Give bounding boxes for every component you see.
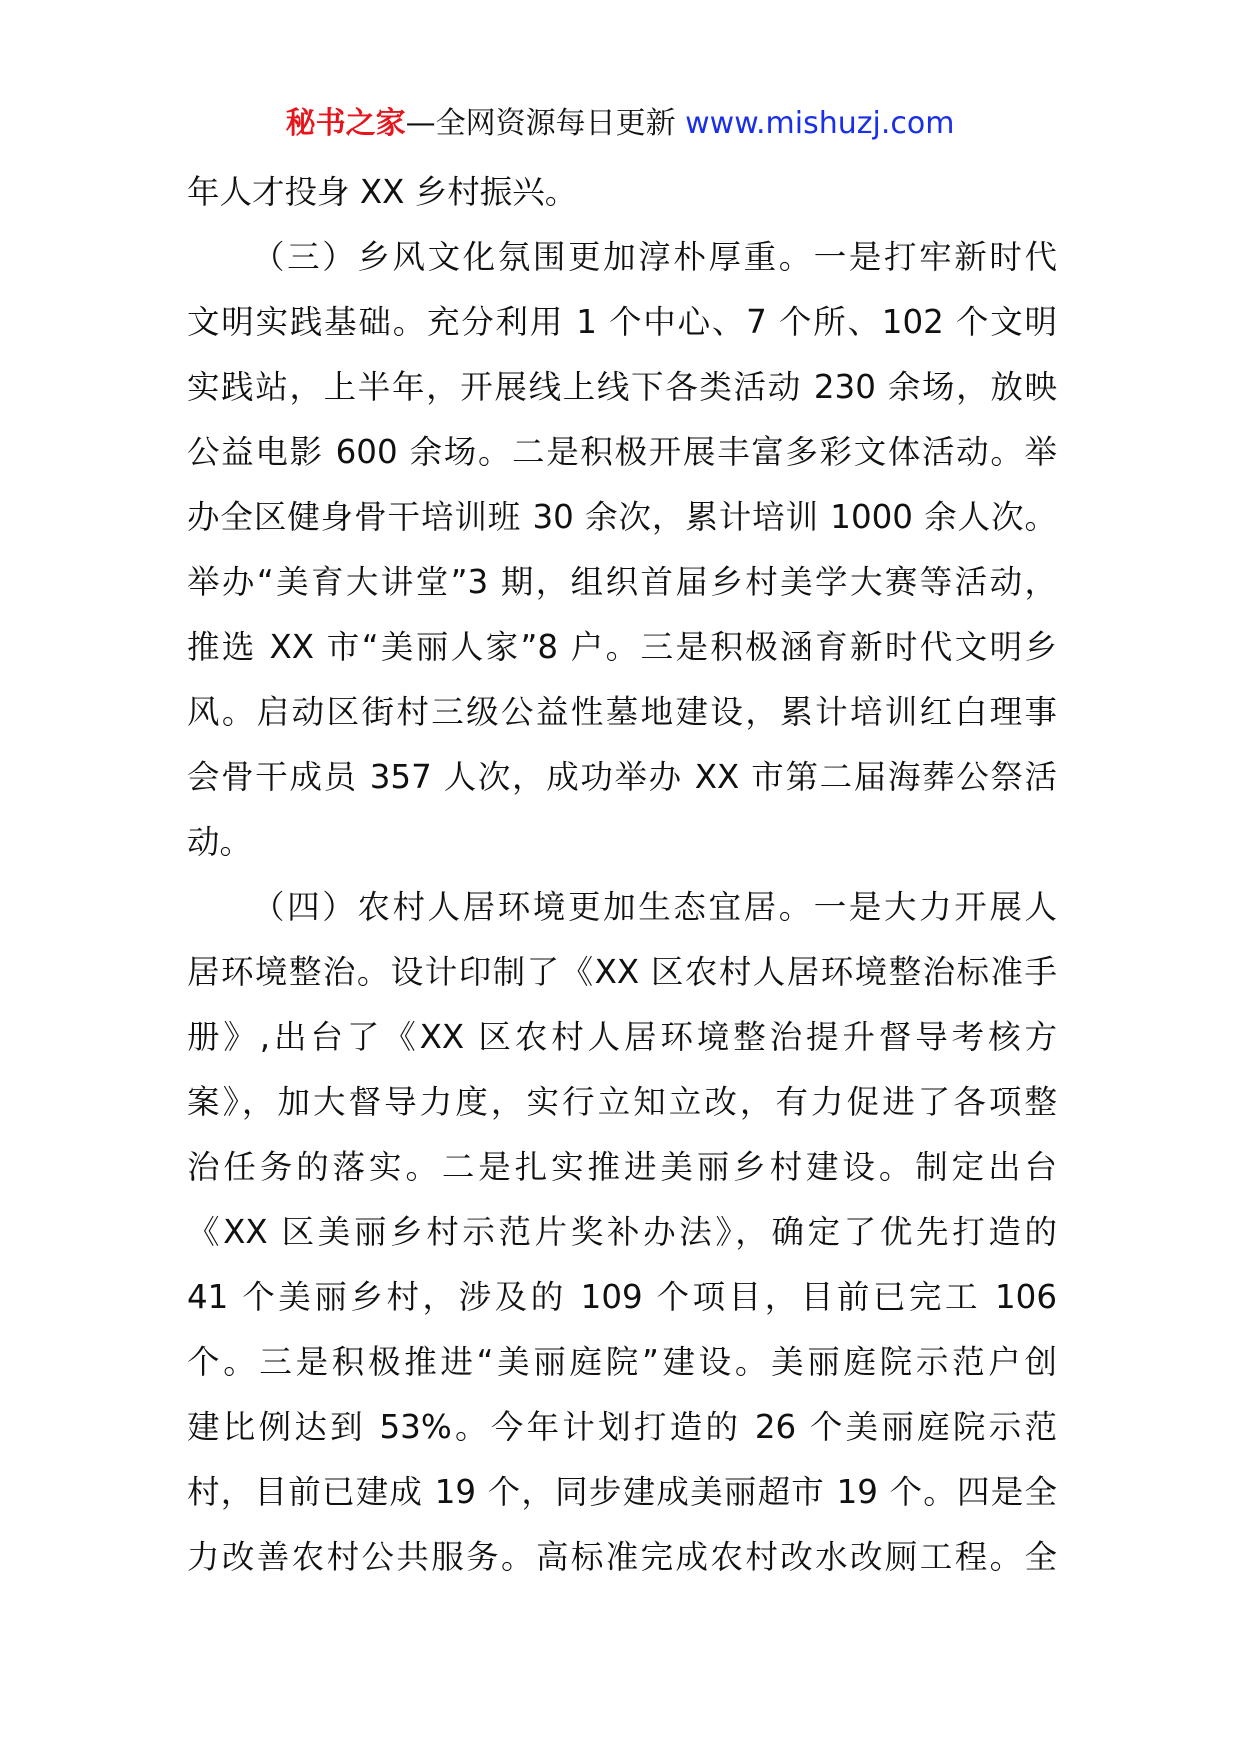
text-line: 建比例达到 53%。今年计划打造的 26 个美丽庭院示范 [187,1408,1057,1446]
page-header [0,104,1240,144]
text-line: 册》,出台了《XX 区农村人居环境整治提升督导考核方 [187,1018,1057,1056]
paragraph-heading-line: （三）乡风文化氛围更加淳朴厚重。一是打牢新时代 [252,238,1057,276]
text-line: 居环境整治。设计印制了《XX 区农村人居环境整治标准手 [187,953,1057,991]
text-line: 办全区健身骨干培训班 30 余次，累计培训 1000 余人次。 [187,498,1057,536]
text-line: 动。 [187,823,253,861]
text-line: 文明实践基础。充分利用 1 个中心、7 个所、102 个文明 [187,303,1057,341]
text-line: 个。三是积极推进“美丽庭院”建设。美丽庭院示范户创 [187,1343,1057,1381]
text-line: 风。启动区街村三级公益性墓地建设，累计培训红白理事 [187,693,1057,731]
document-body [187,160,1057,1590]
text-line: 举办“美育大讲堂”3 期，组织首届乡村美学大赛等活动， [187,563,1057,601]
text-line: 力改善农村公共服务。高标准完成农村改水改厕工程。全 [187,1538,1057,1576]
text-line: 公益电影 600 余场。二是积极开展丰富多彩文体活动。举 [187,433,1057,471]
text-line: 会骨干成员 357 人次，成功举办 XX 市第二届海葬公祭活 [187,758,1057,796]
text-line: 村，目前已建成 19 个，同步建成美丽超市 19 个。四是全 [187,1473,1057,1511]
text-line: 推选 XX 市“美丽人家”8 户。三是积极涵育新时代文明乡 [187,628,1057,666]
header-tagline: —全网资源每日更新 [405,106,676,141]
paragraph-heading-line: （四）农村人居环境更加生态宜居。一是大力开展人 [252,888,1057,926]
text-line: 治任务的落实。二是扎实推进美丽乡村建设。制定出台 [187,1148,1057,1186]
text-line: 案》，加大督导力度，实行立知立改，有力促进了各项整 [187,1083,1057,1121]
text-line: 《XX 区美丽乡村示范片奖补办法》，确定了优先打造的 [187,1213,1057,1251]
header-brand: 秘书之家 [285,106,406,141]
text-line: 实践站，上半年，开展线上线下各类活动 230 余场，放映 [187,368,1057,406]
header-url[interactable]: www.mishuzj.com [685,106,955,141]
text-line: 41 个美丽乡村，涉及的 109 个项目，目前已完工 106 [187,1278,1057,1316]
text-line: 年人才投身 XX 乡村振兴。 [187,173,578,211]
